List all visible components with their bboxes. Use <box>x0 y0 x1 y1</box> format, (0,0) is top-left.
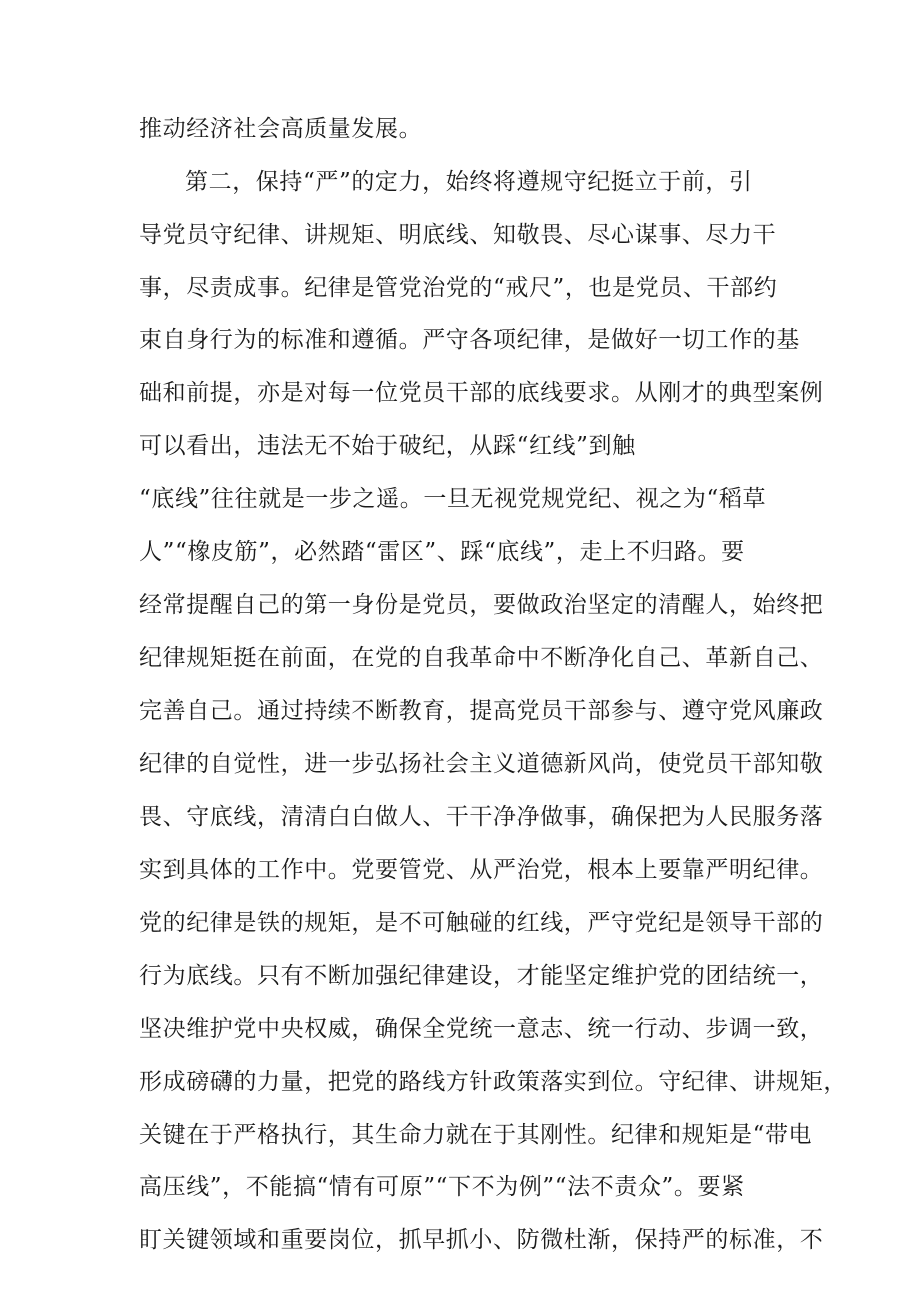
text-line: 实到具体的工作中。党要管党、从严治党，根本上要靠严明纪律。 <box>139 857 824 883</box>
text-line: 关键在于严格执行，其生命力就在于其刚性。纪律和规矩是“带电 <box>139 1122 813 1148</box>
text-line: 导党员守纪律、讲规矩、明底线、知敬畏、尽心谋事、尽力干 <box>139 222 777 248</box>
text-line: 完善自己。通过持续不断教育，提高党员干部参与、遵守党风廉政 <box>139 698 824 724</box>
paragraph-first-line: 第二，保持“严”的定力，始终将遵规守纪挺立于前，引 <box>185 169 753 195</box>
text-line: 纪律的自觉性，进一步弘扬社会主义道德新风尚，使党员干部知敬 <box>139 751 824 777</box>
text-line: 可以看出，违法无不始于破纪，从踩“红线”到触 <box>139 433 636 459</box>
text-line: 础和前提，亦是对每一位党员干部的底线要求。从刚才的典型案例 <box>139 380 824 406</box>
text-line: 畏、守底线，清清白白做人、干干净净做事，确保把为人民服务落 <box>139 804 824 830</box>
text-line: 坚决维护党中央权威，确保全党统一意志、统一行动、步调一致， <box>139 1016 824 1042</box>
text-line: 事，尽责成事。纪律是管党治党的“戒尺”，也是党员、干部约 <box>139 275 778 301</box>
text-line: 纪律规矩挺在前面，在党的自我革命中不断净化自己、革新自己、 <box>139 645 824 671</box>
text-line: 人”“橡皮筋”，必然踏“雷区”、踩“底线”，走上不归路。要 <box>139 539 745 565</box>
text-line: 行为底线。只有不断加强纪律建设，才能坚定维护党的团结统一， <box>139 963 824 989</box>
text-line: 盯关键领域和重要岗位，抓早抓小、防微杜渐，保持严的标准，不 <box>139 1227 824 1253</box>
text-line: “底线”往往就是一步之遥。一旦无视党规党纪、视之为“稻草 <box>139 486 767 512</box>
text-line: 束自身行为的标准和遵循。严守各项纪律，是做好一切工作的基 <box>139 327 800 353</box>
text-line: 经常提醒自己的第一身份是党员，要做政治坚定的清醒人，始终把 <box>139 592 824 618</box>
text-line: 形成磅礴的力量，把党的路线方针政策落实到位。守纪律、讲规矩， <box>139 1069 847 1095</box>
text-line: 党的纪律是铁的规矩，是不可触碰的红线，严守党纪是领导干部的 <box>139 910 824 936</box>
text-line: 推动经济社会高质量发展。 <box>139 116 423 142</box>
text-line: 高压线”，不能搞“情有可原”“下不为例”“法不责众”。要紧 <box>139 1174 745 1200</box>
